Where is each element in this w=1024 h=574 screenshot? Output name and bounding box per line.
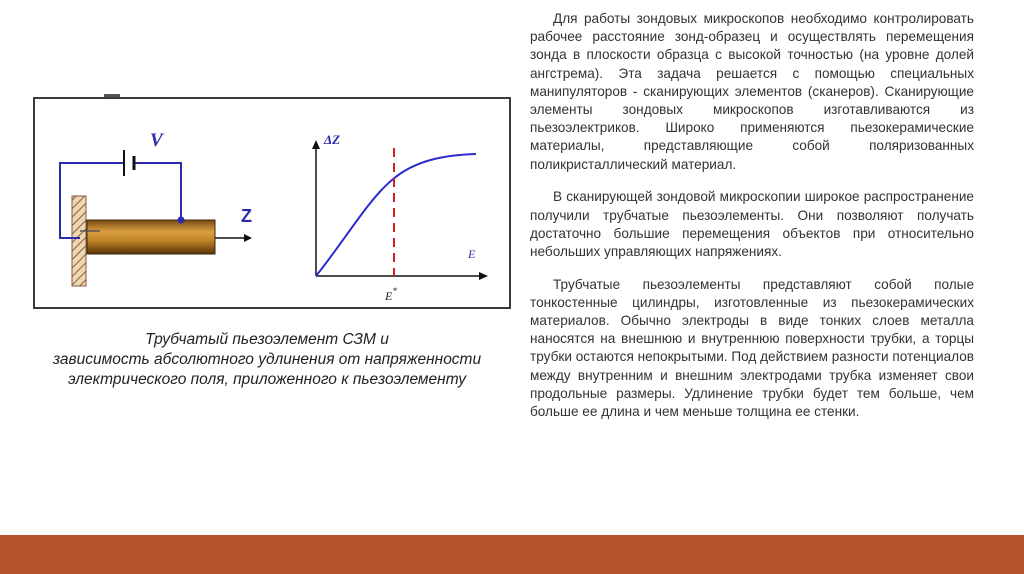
e-critical-label	[384, 286, 397, 303]
caption-line-1: Трубчатый пьезоэлемент СЗМ и	[145, 331, 389, 348]
delta-z-label: ΔZ	[324, 132, 341, 147]
footer-bar	[0, 535, 1024, 574]
e-critical-base: E	[385, 289, 393, 303]
paragraph-tubular-use: В сканирующей зондовой микроскопии широкое распространение получили трубчатые пьезоэлементы. Они позволяют получать достаточно большие перемещения объектов при относительно небольших управляющих напряжениях.	[530, 189, 974, 259]
voltage-label: V	[150, 130, 163, 151]
graph-y-arrow	[312, 140, 320, 149]
caption-line-3: электрического поля, приложенного к пьезоэлементу	[67, 371, 467, 388]
caption-line-2: зависимость абсолютного удлинения от напряженности	[52, 351, 482, 368]
z-arrow-head	[244, 234, 252, 242]
graph-x-arrow	[479, 272, 488, 280]
piezo-tube	[87, 220, 215, 254]
figure-caption	[12, 330, 522, 390]
electrode-contact	[178, 217, 185, 224]
z-axis-label: Z	[241, 206, 252, 226]
elongation-graph	[312, 132, 488, 303]
piezo-tube-schematic	[60, 130, 252, 286]
elongation-curve	[316, 154, 476, 276]
paragraph-tubular-structure: Трубчатые пьезоэлементы представляют собой полые тонкостенные цилиндры, изготовленные из пьезокерамических материалов. Обычно электроды в виде тонких слоев металла наносятся на внешнюю и внутреннюю поверхности трубки, а торцы трубки остаются непокрытыми. Под действием разности потенциалов между внутренним и внешним электродами трубка изменяет свои продольные размеры. Удлинение трубки будет тем больше, чем больше ее длина и чем меньше толщина ее стенки.	[530, 276, 974, 420]
paragraph-scanners: Для работы зондовых микроскопов необходимо контролировать рабочее расстояние зонд-образец и осуществлять перемещения зонда в плоскости образца с высокой точностью (на уровне долей ангстрема). Эта задача решается с помощью специальных манипуляторов - сканирующих элементов (сканеров). Сканирующие элементы зондовых микроскопов изготавливаются из пьезоэлектриков. Широко применяются пьезокерамические материалы, представляющие собой поляризованных поликристаллический материал.	[530, 11, 974, 172]
circuit-wire-right	[134, 163, 181, 220]
e-critical-sup: *	[392, 286, 397, 296]
body-text	[530, 10, 974, 436]
mount-wall	[72, 196, 86, 286]
e-axis-label: E	[468, 247, 476, 261]
